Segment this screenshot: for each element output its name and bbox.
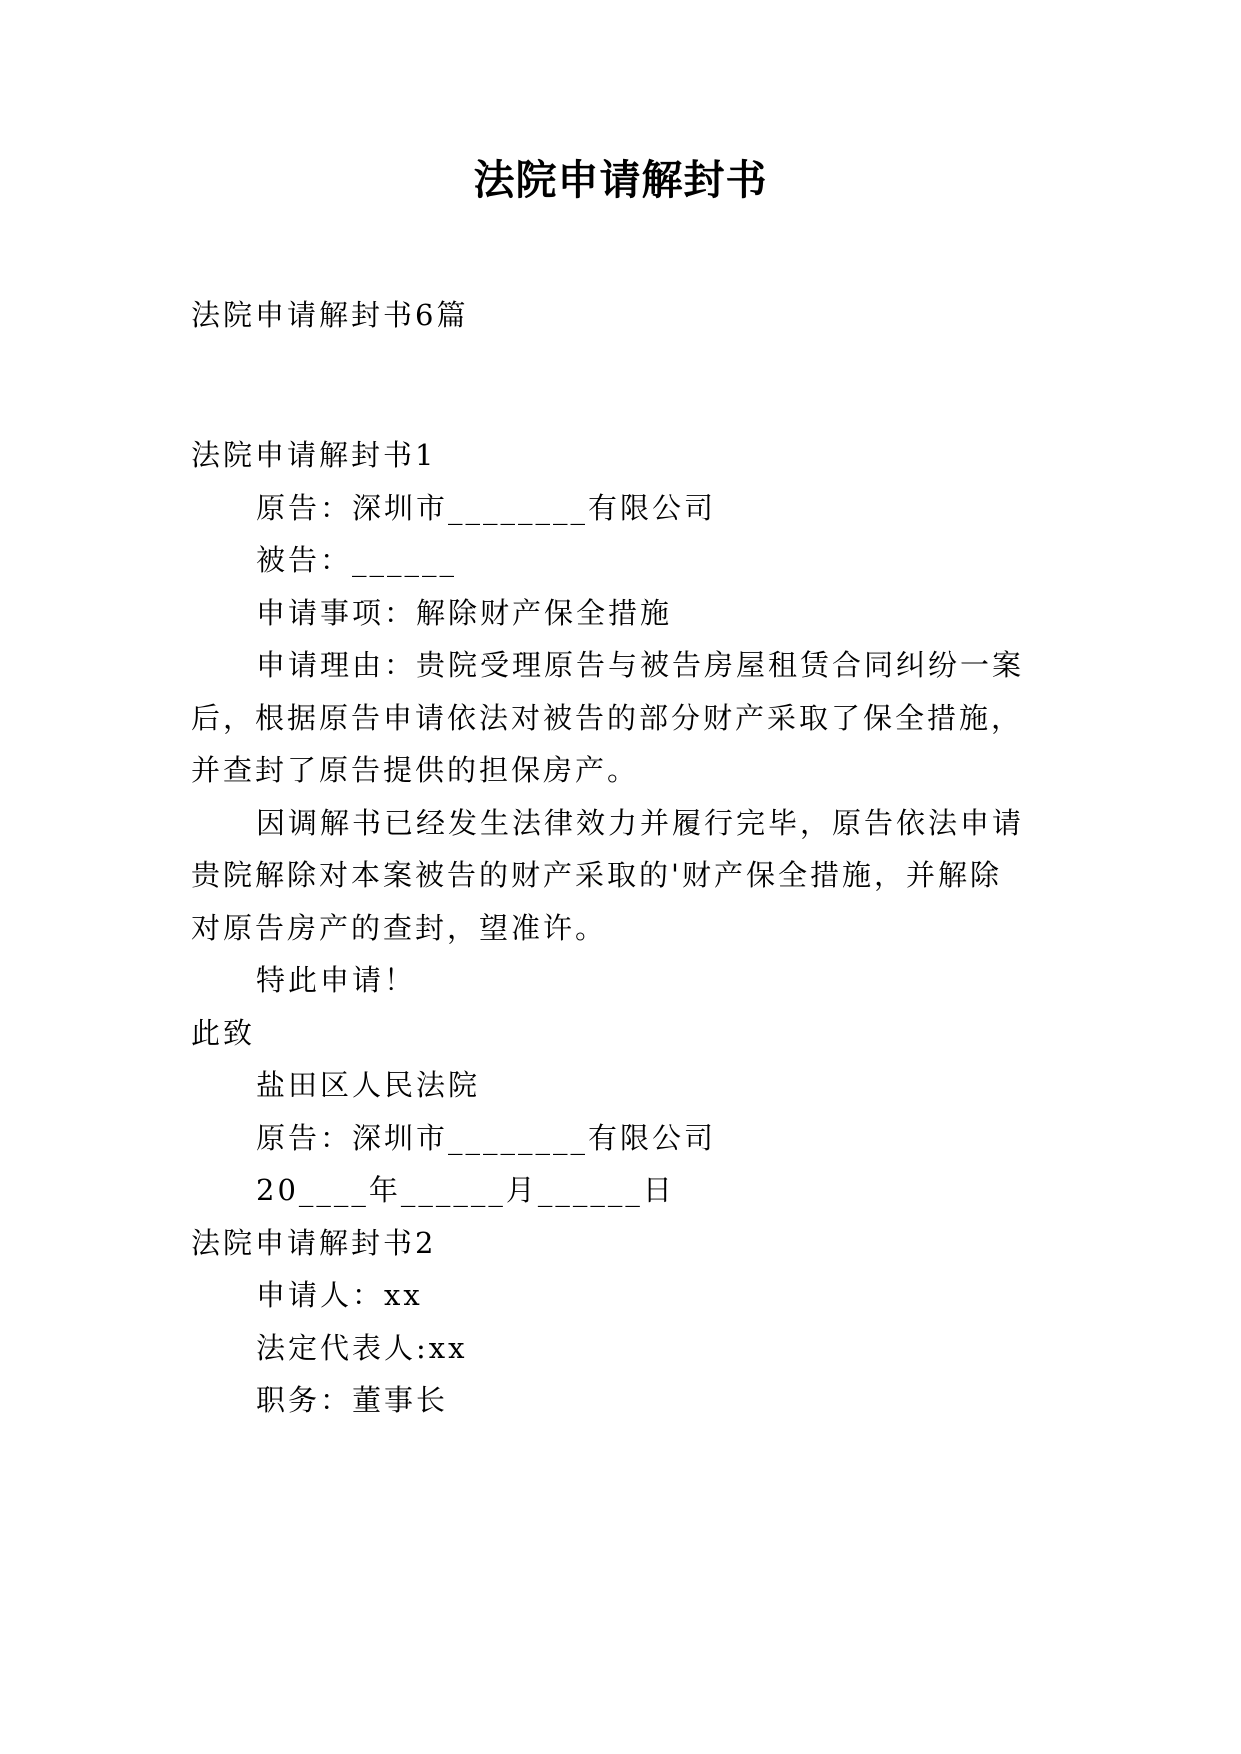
reason-line-2: 后，根据原告申请依法对被告的部分财产采取了保全措施， <box>191 701 1024 735</box>
salutation-line: 此致 <box>191 1016 256 1050</box>
body-line-3: 对原告房产的查封，望准许。 <box>191 911 608 945</box>
reason-line-1: 申请理由：贵院受理原告与被告房屋租赁合同纠纷一案 <box>256 648 1025 682</box>
section-heading-2: 法院申请解封书2 <box>191 1226 437 1260</box>
application-matter-line: 申请事项：解除财产保全措施 <box>256 596 673 630</box>
subtitle: 法院申请解封书6篇 <box>191 298 469 332</box>
plaintiff-line: 原告：深圳市________有限公司 <box>256 491 717 525</box>
signature-plaintiff: 原告：深圳市________有限公司 <box>256 1121 717 1155</box>
applicant-line: 申请人：xx <box>256 1278 423 1312</box>
recipient-court: 盐田区人民法院 <box>256 1068 481 1102</box>
legal-representative-line: 法定代表人:xx <box>256 1331 468 1365</box>
body-line-1: 因调解书已经发生法律效力并履行完毕，原告依法申请 <box>256 806 1025 840</box>
document-title: 法院申请解封书 <box>473 156 768 204</box>
reason-line-3: 并查封了原告提供的担保房产。 <box>191 753 640 787</box>
body-line-2: 贵院解除对本案被告的财产采取的'财产保全措施，并解除 <box>191 858 1002 892</box>
position-line: 职务：董事长 <box>256 1383 449 1417</box>
defendant-line: 被告：______ <box>256 543 458 577</box>
section-heading-1: 法院申请解封书1 <box>191 438 437 472</box>
closing-line: 特此申请！ <box>256 963 417 997</box>
date-line: 20____年______月______日 <box>256 1173 675 1207</box>
